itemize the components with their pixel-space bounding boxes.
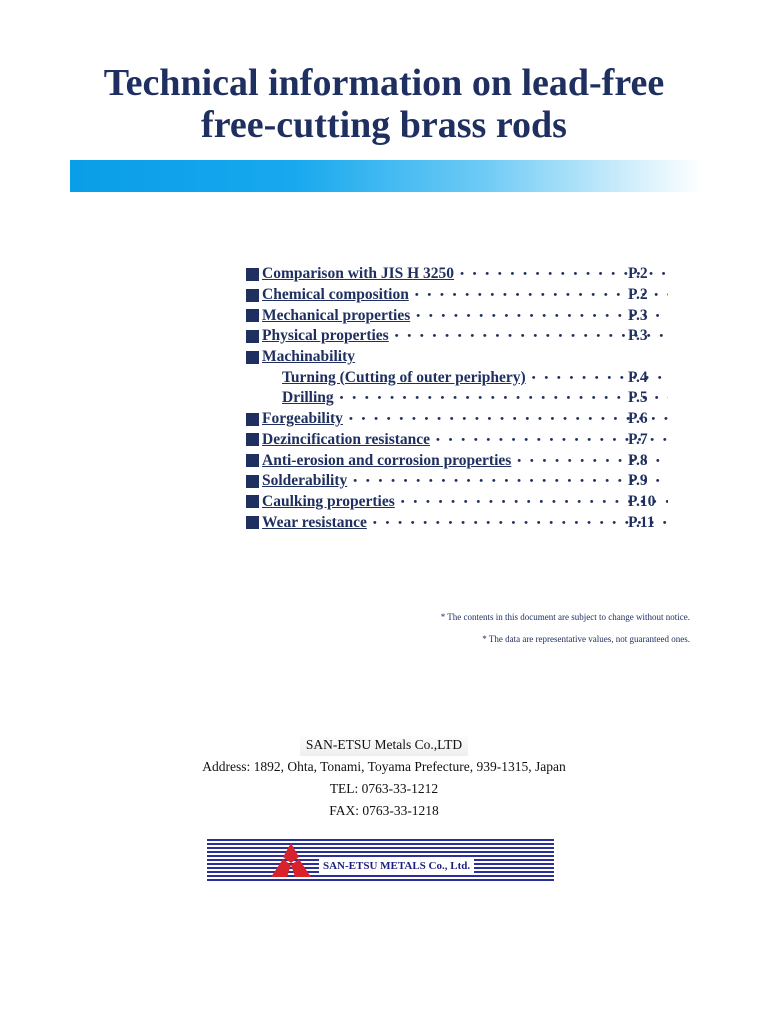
bullet-square-icon (246, 495, 259, 508)
toc-link[interactable]: Chemical composition (262, 286, 409, 304)
toc-item-caulking[interactable] (246, 492, 676, 513)
title-line-2: free-cutting brass rods (201, 104, 567, 146)
toc-link[interactable]: Wear resistance (262, 513, 367, 531)
toc-item-physical-properties[interactable] (246, 326, 676, 347)
toc-item-comparison[interactable] (246, 264, 676, 285)
toc-page-number: P.2 (628, 265, 648, 283)
toc-link[interactable]: Turning (Cutting of outer periphery) (282, 368, 526, 386)
dot-leader (340, 388, 668, 408)
toc-item-mechanical-properties[interactable] (246, 305, 676, 326)
toc-page-number: P.2 (628, 286, 648, 304)
bullet-square-icon (246, 516, 259, 529)
note-representative-values: * The data are representative values, not guaranteed ones. (482, 634, 690, 644)
toc-page-number: P.6 (628, 410, 648, 428)
toc-link[interactable]: Machinability (262, 348, 356, 366)
company-name: SAN-ETSU Metals Co.,LTD (300, 734, 468, 756)
toc-link[interactable]: Anti-erosion and corrosion properties (262, 451, 512, 469)
disclaimer-notes (441, 606, 690, 650)
bullet-square-icon (246, 413, 259, 426)
toc-item-wear-resistance[interactable] (246, 512, 676, 533)
title-line-1: Technical information on lead-free (103, 62, 665, 104)
dot-leader (349, 409, 668, 429)
company-tel: TEL: 0763-33-1212 (329, 781, 439, 796)
bullet-square-icon (246, 330, 259, 343)
toc-page-number: P.10 (628, 492, 656, 510)
toc-link[interactable]: Comparison with JIS H 3250 (262, 265, 455, 283)
toc-link[interactable]: Drilling (282, 389, 334, 407)
toc-item-machinability[interactable] (246, 347, 676, 368)
bullet-square-icon (246, 475, 259, 488)
toc-item-dezincification[interactable] (246, 430, 676, 451)
note-change-notice: * The contents in this document are subject to change without notice. (440, 612, 690, 622)
dot-leader (353, 471, 668, 491)
company-fax: FAX: 0763-33-1218 (329, 803, 439, 818)
toc-item-chemical-composition[interactable] (246, 285, 676, 306)
dot-leader (373, 513, 668, 533)
logo-text: SAN-ETSU METALS Co., Ltd. (319, 859, 474, 874)
toc-item-turning[interactable] (246, 367, 676, 388)
table-of-contents (246, 264, 676, 533)
dot-leader (395, 326, 668, 346)
bullet-square-icon (246, 351, 259, 364)
toc-link[interactable]: Physical properties (262, 327, 389, 345)
company-address: Address: 1892, Ohta, Tonami, Toyama Prefecture, 939-1315, Japan (202, 759, 566, 774)
tri-diamond-logo-icon (269, 841, 313, 881)
toc-link[interactable]: Dezincification resistance (262, 430, 431, 448)
toc-link[interactable]: Solderability (262, 472, 348, 490)
bullet-square-icon (246, 289, 259, 302)
blue-gradient-band (70, 160, 702, 192)
toc-page-number: P.8 (628, 451, 648, 469)
toc-item-solderability[interactable] (246, 471, 676, 492)
toc-item-anti-erosion[interactable] (246, 450, 676, 471)
toc-link[interactable]: Caulking properties (262, 492, 395, 510)
toc-page-number: P.9 (628, 472, 648, 490)
toc-page-number: P.7 (628, 430, 648, 448)
document-title (0, 62, 768, 146)
toc-page-number: P.3 (628, 306, 648, 324)
toc-page-number: P.4 (628, 368, 648, 386)
toc-link[interactable]: Forgeability (262, 410, 343, 428)
bullet-square-icon (246, 433, 259, 446)
toc-item-forgeability[interactable] (246, 409, 676, 430)
bullet-square-icon (246, 454, 259, 467)
toc-item-drilling[interactable] (246, 388, 676, 409)
bullet-square-icon (246, 268, 259, 281)
company-logo-banner (207, 839, 554, 882)
toc-page-number: P.11 (628, 513, 655, 531)
bullet-square-icon (246, 309, 259, 322)
toc-page-number: P.3 (628, 327, 648, 345)
toc-page-number: P.5 (628, 389, 648, 407)
company-info (0, 734, 768, 822)
toc-link[interactable]: Mechanical properties (262, 306, 411, 324)
